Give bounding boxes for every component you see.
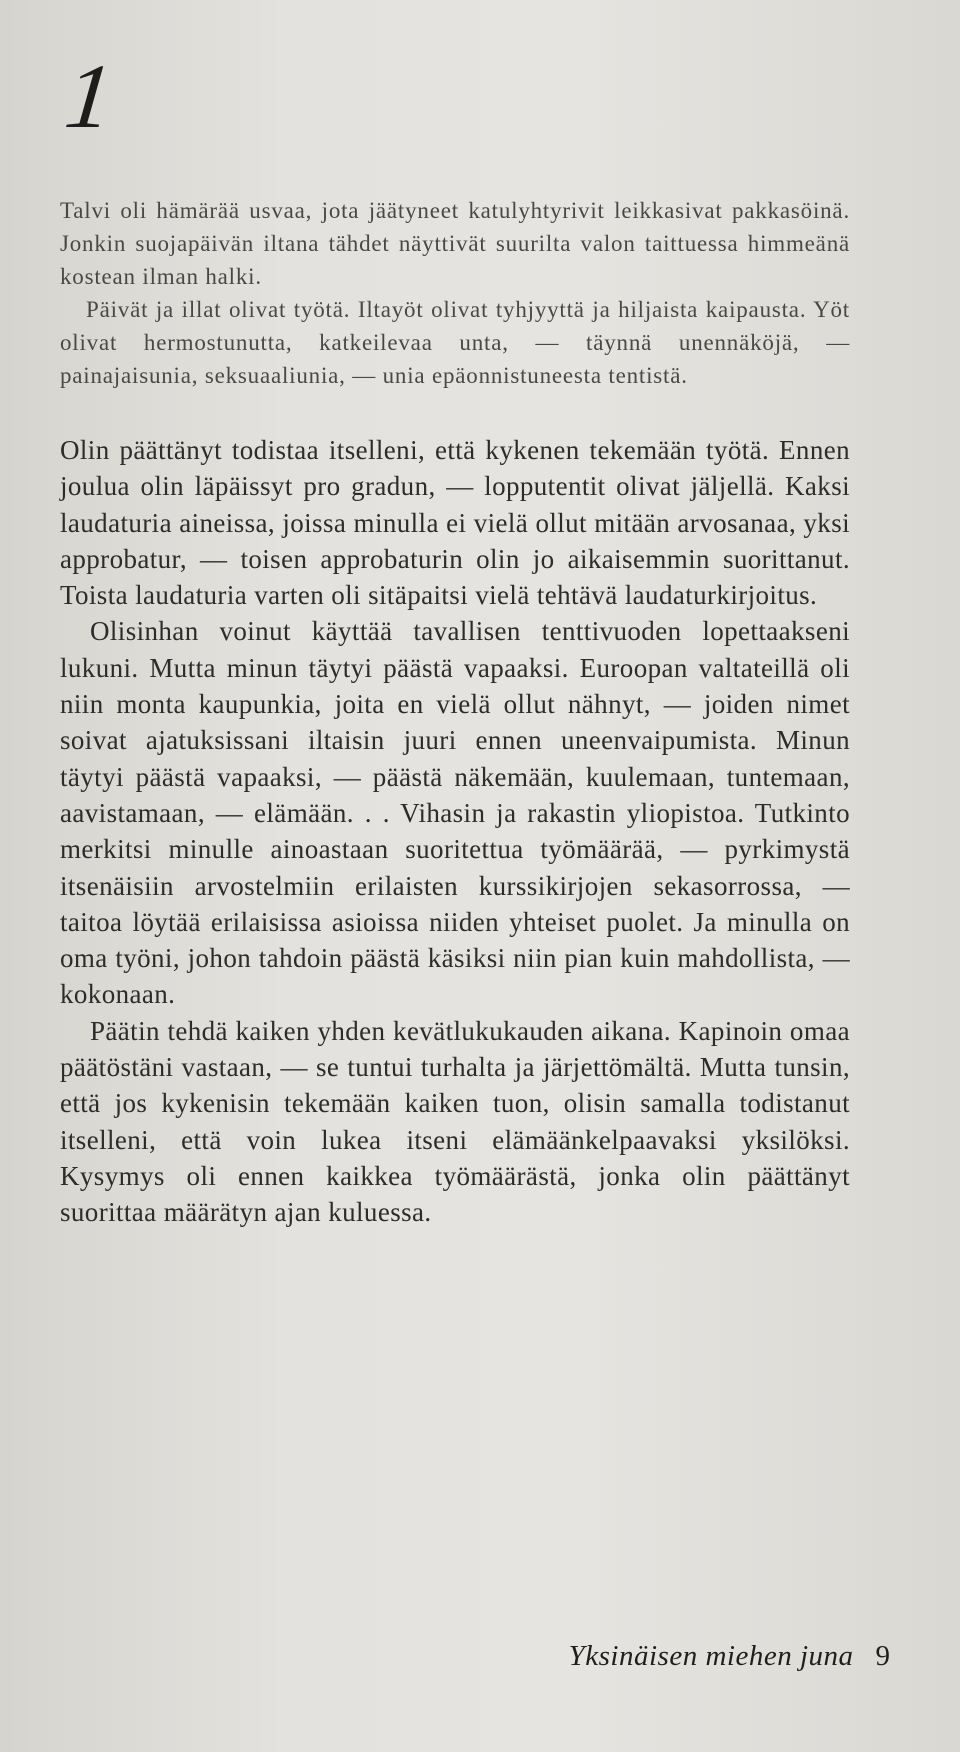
chapter-body (60, 194, 850, 1231)
main-section (60, 432, 850, 1231)
chapter-number: 1 (60, 45, 118, 147)
paragraph: Talvi oli hämärää usvaa, jota jäätyneet katulyhtyrivit leikkasivat pakkasöinä. Jonkin suojapäivän iltana tähdet näyttivät suurilta valon taittuessa himmeänä kostean ilman halki. (60, 198, 850, 289)
running-title: Yksinäisen miehen juna (568, 1640, 854, 1672)
page-footer (470, 1640, 890, 1673)
paragraph: Päätin tehdä kaiken yhden kevätlukukauden aikana. Kapinoin omaa päätöstäni vastaan, — se tuntui turhalta ja järjettömältä. Mutta tunsin, että jos kykenisin tekemään kaiken tuon, olisin samalla todistanut itselleni, että voin lukea itseni elämäänkelpaavaksi yksilöksi. Kysymys oli ennen kaikkea työmäärästä, jonka olin päättänyt suorittaa määrätyn ajan kuluessa. (60, 1015, 850, 1228)
page-number: 9 (875, 1640, 890, 1672)
paragraph: Olisinhan voinut käyttää tavallisen tenttivuoden lopettaakseni lukuni. Mutta minun täytyi päästä vapaaksi. Euroopan valtateillä oli niin monta kaupunkia, joita en vielä ollut nähnyt, — joiden nimet soivat ajatuksissani iltaisin juuri ennen uneenvaipumista. Minun täytyi päästä vapaaksi, — päästä näkemään, kuulemaan, tuntemaan, aavistamaan, — elämään. . . Vihasin ja rakastin yliopistoa. Tutkinto merkitsi minulle ainoastaan suoritettua työmäärää, — pyrkimystä itsenäisiin arvostelmiin erilaisten kurssikirjojen sekasorrossa, — taitoa löytää erilaisissa asioissa niiden yhteiset puolet. Ja minulla on oma työni, johon tahdoin päästä käsiksi niin pian kuin mahdollista, — kokonaan. (60, 616, 850, 1010)
paragraph: Päivät ja illat olivat työtä. Iltayöt olivat tyhjyyttä ja hiljaista kaipausta. Yöt olivat hermostunutta, katkeilevaa unta, — täynnä unennäköjä, — painajaisunia, seksuaaliunia, — unia epäonnistuneesta tentistä. (60, 297, 850, 388)
paragraph: Olin päättänyt todistaa itselleni, että kykenen tekemään työtä. Ennen joulua olin läpäissyt pro gradun, — lopputentit olivat jäljellä. Kaksi laudaturia aineissa, joissa minulla ei vielä ollut mitään arvosanaa, yksi approbatur, — toisen approbaturin olin jo aikaisemmin suorittanut. Toista laudaturia varten oli sitäpaitsi vielä tehtävä laudaturkirjoitus. (60, 435, 850, 611)
opening-section (60, 194, 850, 392)
